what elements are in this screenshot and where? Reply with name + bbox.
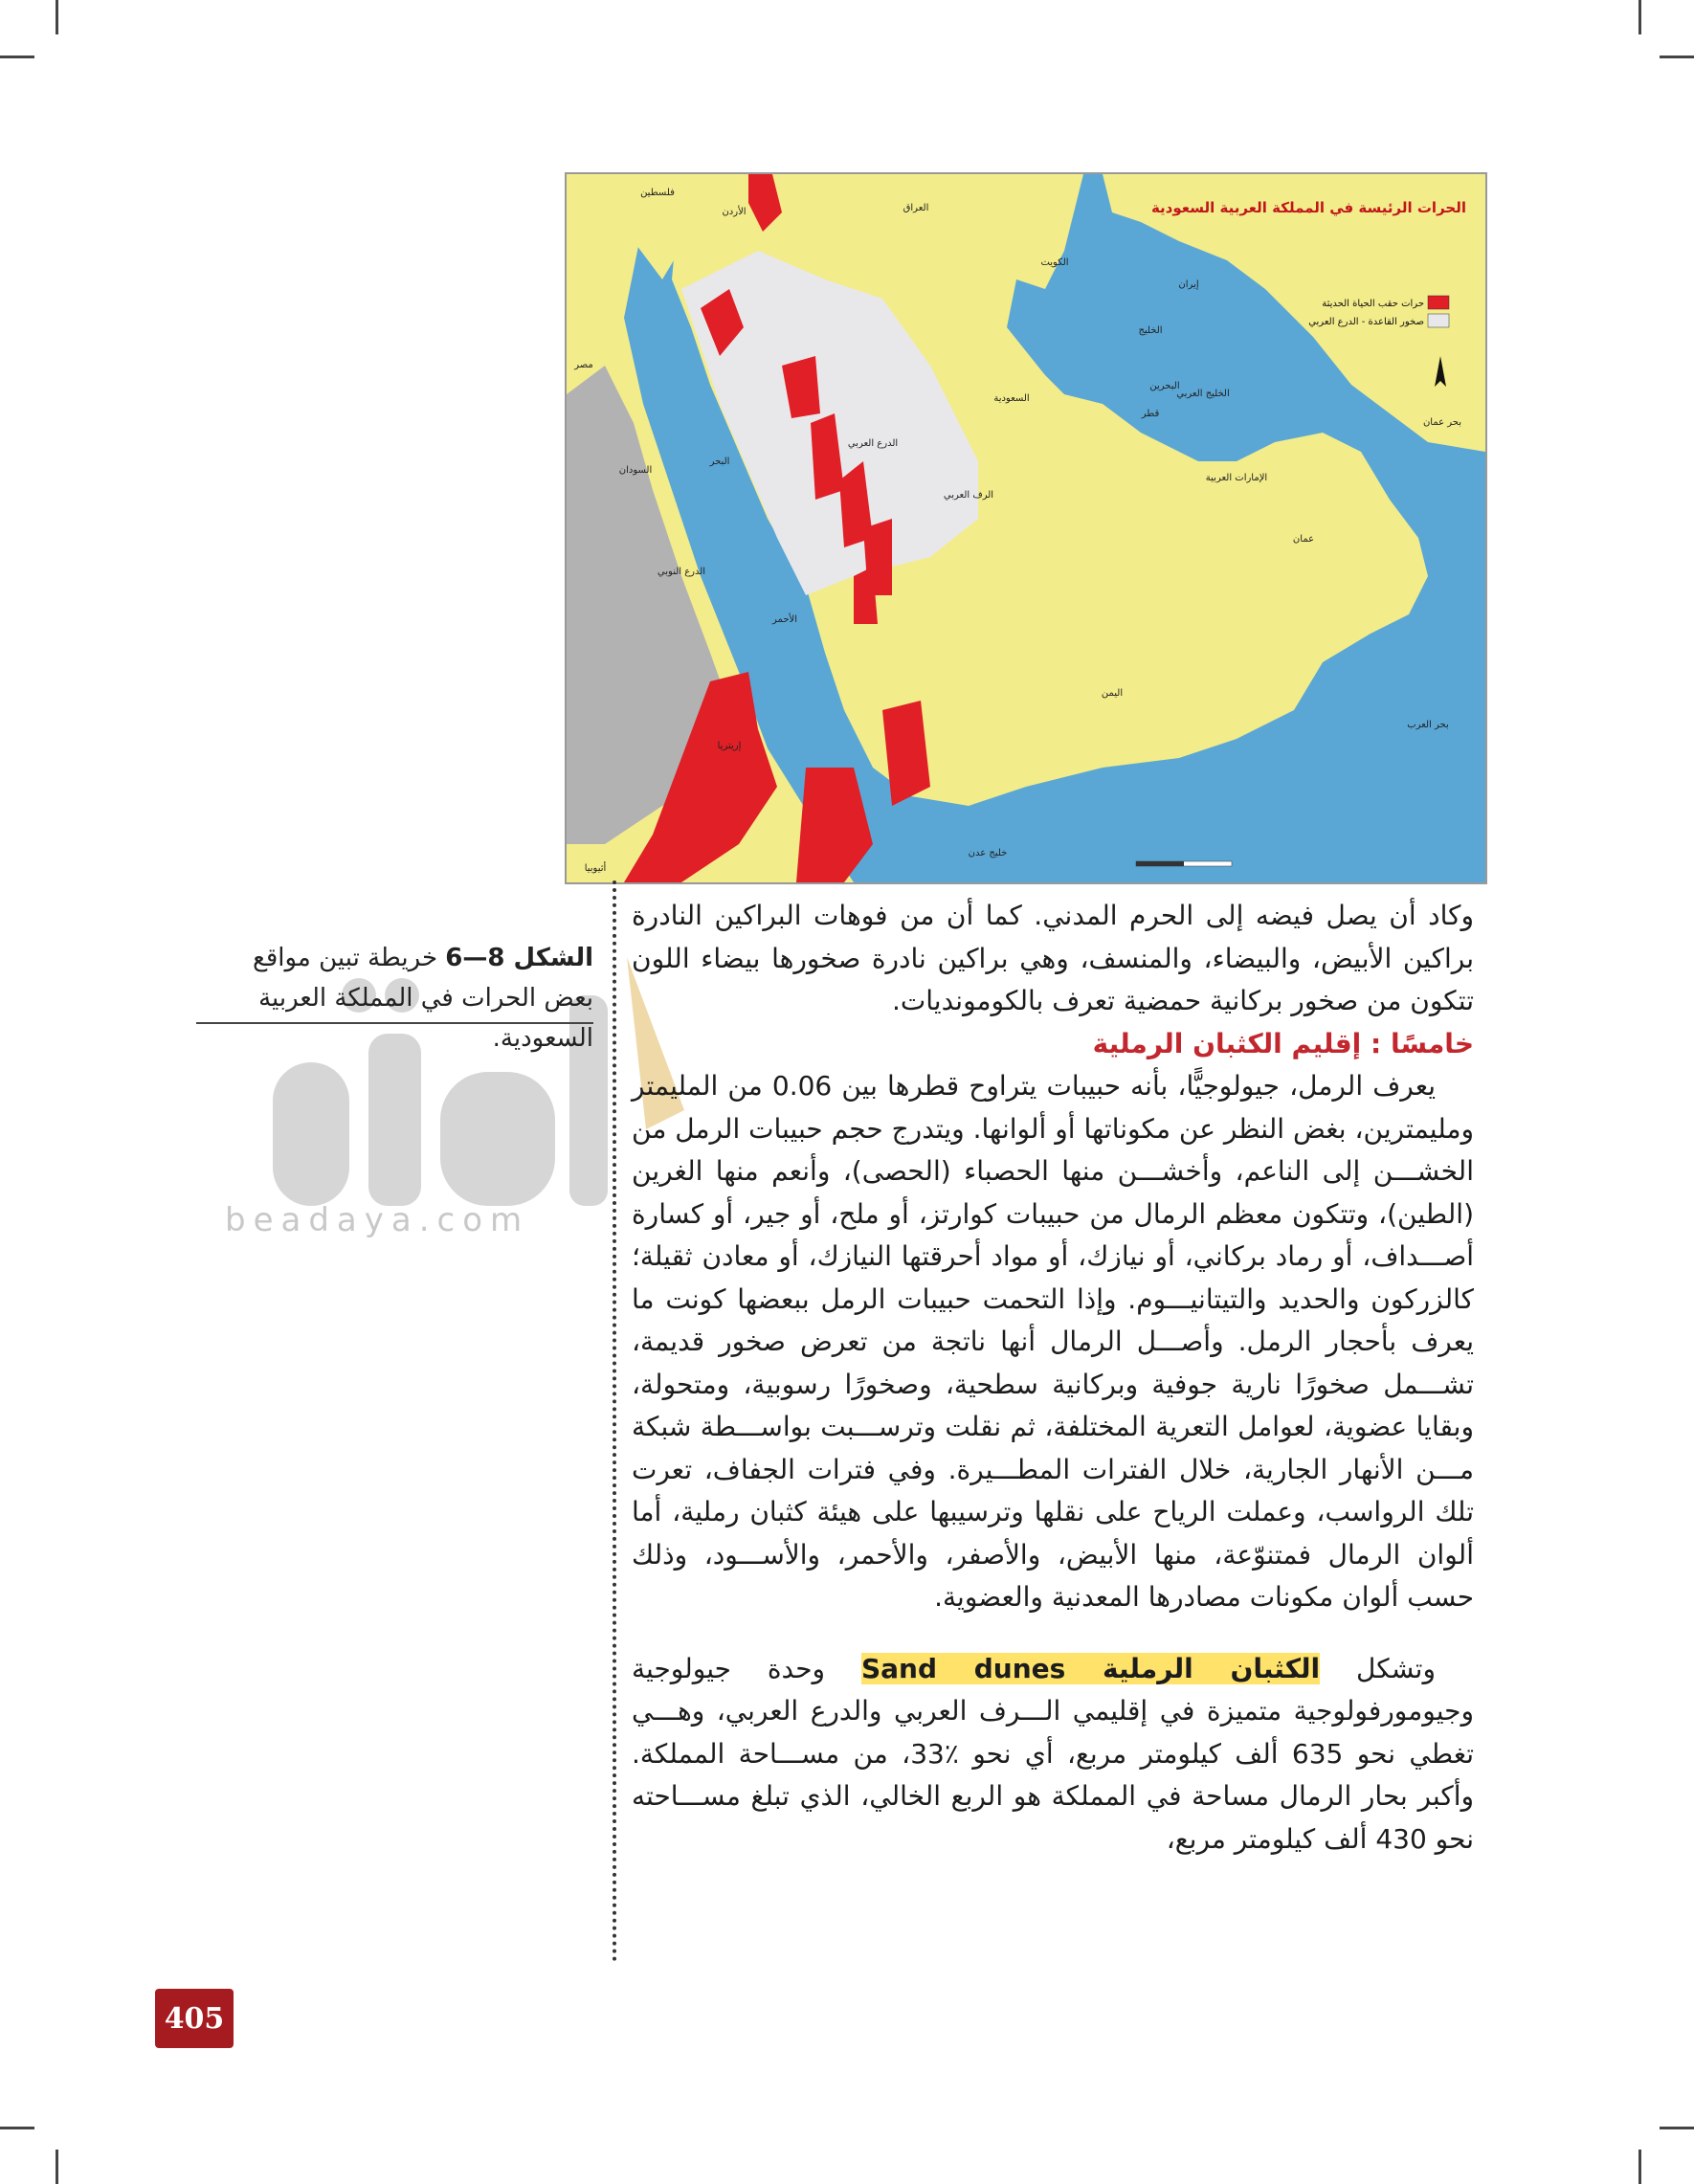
place-label: الخليج العربي <box>1176 389 1230 399</box>
place-label: البحرين <box>1149 381 1180 391</box>
place-label: اليمن <box>1101 688 1124 699</box>
caption-text: خريطة تبين مواقع بعض الحرات في المملكة العربية السعودية. <box>253 944 593 1053</box>
place-label: مصر <box>574 360 593 370</box>
crop-mark <box>1660 2127 1694 2129</box>
place-label: البحر <box>709 457 730 467</box>
place-label: إريتريا <box>717 741 742 751</box>
place-label: الدرع العربي <box>847 438 899 449</box>
legend-shield-label: صخور القاعدة - الدرع العربي <box>1308 317 1424 327</box>
paragraph-1: وكاد أن يصل فيضه إلى الحرم المدني. كما أن من فوهات البراكين النادرة براكين الأبيض، والبيضاء، والمنسف، وهي براكين نادرة صخورها بيضاء اللون تتكون من صخور بركانية حمضية تعرف بالكومونديات. <box>632 900 1474 1016</box>
caption-label: الشكل 8—6 <box>445 944 593 972</box>
place-label: السعودية <box>993 393 1030 404</box>
lava-fields-map <box>565 172 1487 884</box>
place-label: الكويت <box>1040 257 1069 268</box>
place-label: أثيوبيا <box>584 863 607 874</box>
caption-rule <box>196 1022 593 1024</box>
crop-mark <box>0 2127 34 2129</box>
crop-mark <box>1660 56 1694 58</box>
place-label: بحر عمان <box>1422 417 1462 428</box>
place-label: السودان <box>618 465 653 476</box>
place-label: الأردن <box>722 207 747 217</box>
crop-mark <box>56 0 58 34</box>
crop-mark <box>1638 2150 1641 2184</box>
place-label: الدرع النوبي <box>657 567 706 577</box>
map-title: الحرات الرئيسة في المملكة العربية السعودية <box>1150 199 1466 216</box>
crop-mark <box>56 2150 58 2184</box>
crop-mark <box>0 56 34 58</box>
section-heading: خامسًا : إقليم الكثبان الرملية <box>1092 1027 1474 1059</box>
main-text-column <box>632 895 1474 1861</box>
place-label: الأحمر <box>772 614 797 625</box>
page-number: 405 <box>155 1989 234 2048</box>
place-label: فلسطين <box>640 188 675 198</box>
place-label: الرف العربي <box>943 490 994 501</box>
paragraph-3-rest: وحدة جيولوجية وجيومورفولوجية متميزة في إقليمي الـــرف العربي والدرع العربي، وهـــي تغطي نحو 635 ألف كيلومتر مربع، أي نحو ٪33، من مســـاحة المملكة. وأكبر بحار الرمال مساحة في المملكة هو الربع الخالي، الذي تبلغ مســـاحته نحو 430 ألف كيلومتر مربع، <box>632 1652 1475 1855</box>
paragraph-3-start: وتشكل <box>1320 1652 1436 1684</box>
place-label: الإمارات العربية <box>1205 473 1268 483</box>
place-label: عمان <box>1292 534 1315 545</box>
column-divider <box>613 880 616 1962</box>
legend-swatch-shield <box>1428 314 1449 327</box>
watermark-text: beadaya.com <box>225 1201 530 1239</box>
place-label: خليج عدن <box>968 848 1008 858</box>
legend-swatch-lava <box>1428 296 1449 309</box>
paragraph-2: يعرف الرمل، جيولوجيًّا، بأنه حبيبات يتراوح قطرها بين 0.06 من المليمتر ومليمترين، بغض النظر عن مكوناتها أو ألوانها. ويتدرج حجم حبيبات الرمل من الخشـــن إلى الناعم، وأخشـــن منها الحصباء (الحصى)، وأنعم منها الغرين (الطين)، وتتكون معظم الرمال من حبيبات كوارتز، أو ملح، أو جير، أو كسارة أصـــداف، أو رماد بركاني، أو نيازك، أو مواد أحرقتها النيازك، أو معادن ثقيلة؛ كالزركون والحديد والتيتانيـــوم. وإذا التحمت حبيبات الرمل ببعضها كونت ما يعرف بأحجار الرمل. وأصـــل الرمال أنها ناتجة من تعرض صخور قديمة، تشـــمل صخورًا نارية جوفية وبركانية سطحية، وصخورًا رسوبية، ومتحولة، وبقايا عضوية، لعوامل التعرية المختلفة، ثم نقلت وترســـبت بواســـطة شبكة مـــن الأنهار الجارية، خلال الفترات المطـــيرة. وفي فترات الجفاف، تعرت تلك الرواسب، وعملت الرياح على نقلها وترسيبها على هيئة كثبان رملية، أما ألوان الرمال فمتنوّعة، منها الأبيض، والأصفر، والأحمر، والأســـود، وذلك حسب ألوان مكونات مصادرها المعدنية والعضوية. <box>632 1070 1474 1613</box>
crop-mark <box>1638 0 1641 34</box>
scale-bar <box>1136 861 1184 866</box>
place-label: إيران <box>1178 279 1199 290</box>
figure-caption <box>196 938 593 1059</box>
place-label: بحر العرب <box>1407 720 1449 730</box>
place-label: العراق <box>903 203 929 213</box>
legend-lava-label: حرات حقب الحياة الحديثة <box>1322 299 1424 309</box>
highlighted-term: الكثبان الرملية Sand dunes <box>860 1652 1321 1684</box>
place-label: الخليج <box>1138 325 1163 336</box>
paragraph-3 <box>632 1648 1474 1861</box>
place-label: قطر <box>1141 409 1160 419</box>
